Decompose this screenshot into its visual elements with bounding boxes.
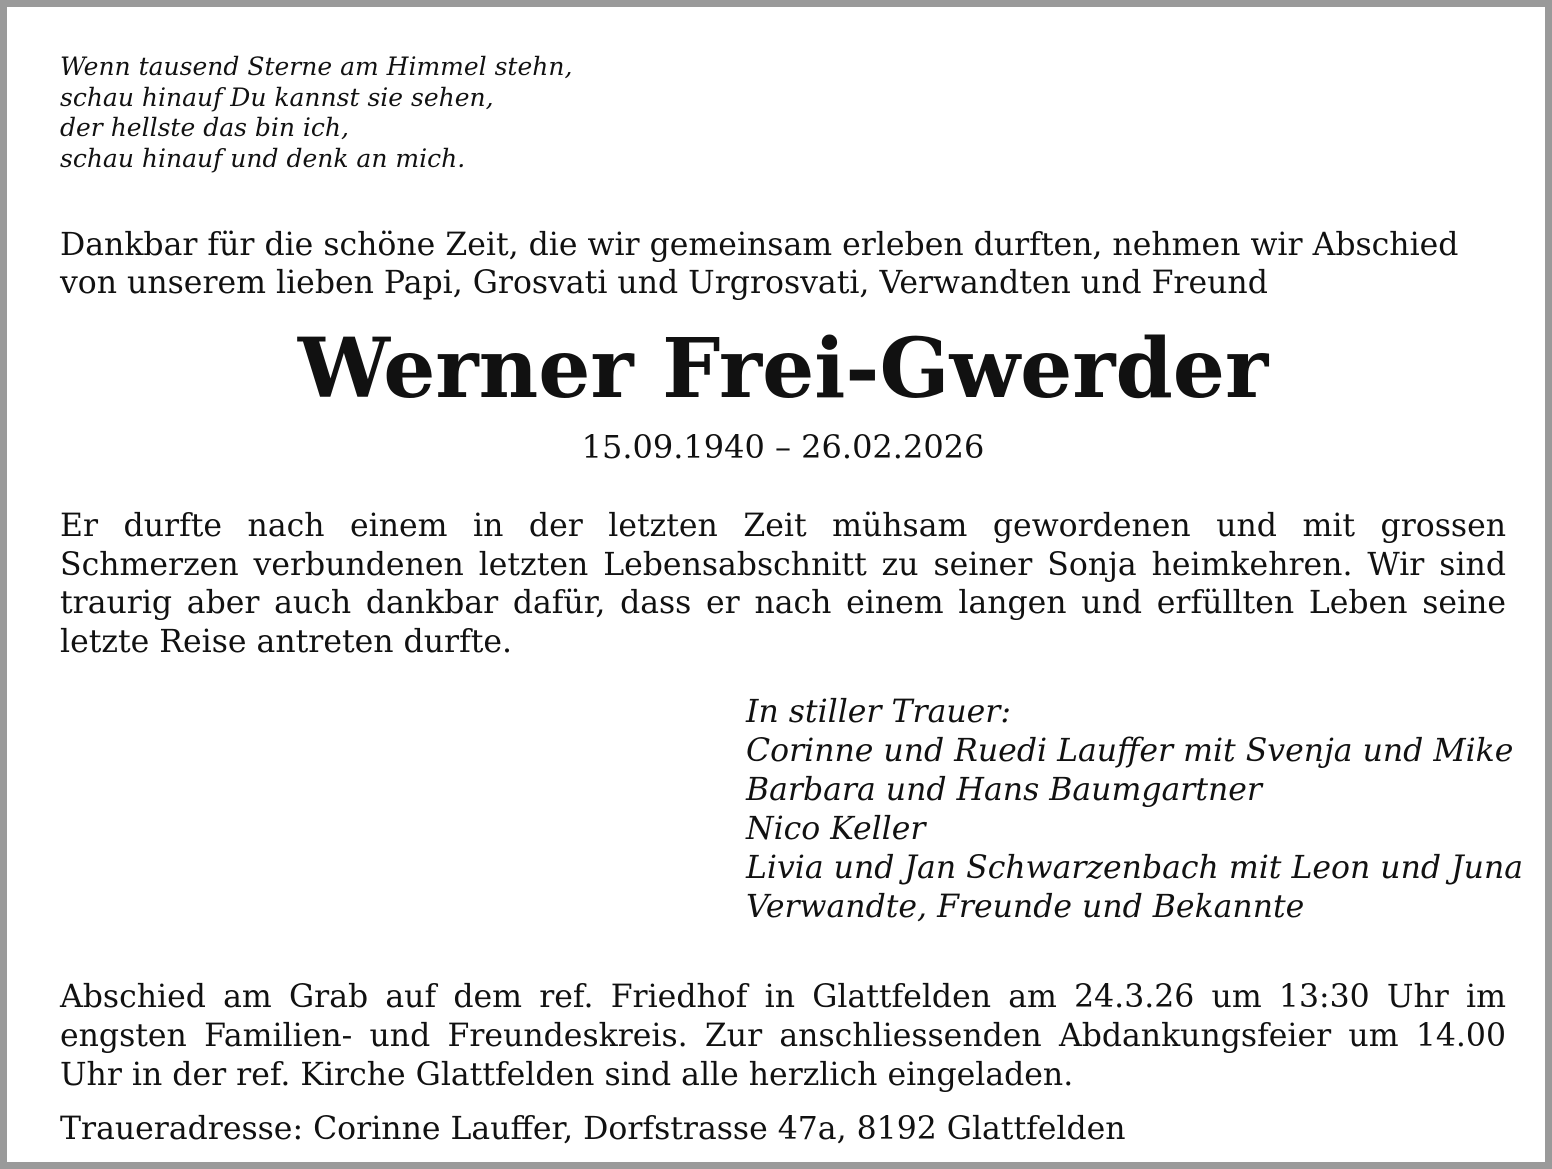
message-paragraph: Er durfte nach einem in der letzten Zeit mühsam gewordenen und mit grossen Schmerzen verbundenen letzten Lebensabschnitt zu seiner Sonja heimkehren. Wir sind traurig aber auch dankbar dafür, dass er nach einem langen und erfüllten Leben seine letzte Reise antreten durfte.: [60, 508, 1506, 660]
mourning-address: Traueradresse: Corinne Lauffer, Dorfstrasse 47a, 8192 Glattfelden: [60, 1111, 1126, 1147]
mourner-name: Barbara und Hans Baumgartner: [746, 772, 1262, 808]
obituary-content: [60, 52, 1524, 1149]
mourner-name: Livia und Jan Schwarzenbach mit Leon und Juna: [746, 850, 1524, 886]
mourner-name: Verwandte, Freunde und Bekannte: [746, 889, 1305, 925]
intro-line: von unserem lieben Papi, Grosvati und Urgrosvati, Verwandten und Freund: [60, 264, 1268, 301]
mourners-list: [746, 693, 1524, 927]
poem-line: Wenn tausend Sterne am Himmel stehn,: [60, 52, 573, 81]
intro-text: [60, 227, 1506, 302]
mourner-name: Corinne und Ruedi Lauffer mit Svenja und Mike: [746, 733, 1514, 769]
life-dates: 15.09.1940 – 26.02.2026: [581, 428, 985, 466]
mourners-heading: In stiller Trauer:: [746, 694, 1011, 730]
intro-line: Dankbar für die schöne Zeit, die wir gemeinsam erleben durften, nehmen wir Abschied: [60, 227, 1459, 263]
ceremony-paragraph: Abschied am Grab auf dem ref. Friedhof in Glattfelden am 24.3.26 um 13:30 Uhr im engsten Familien- und Freundeskreis. Zur anschliessenden Abdankungsfeier um 14.00 Uhr in der ref. Kirche Glattfelden sind alle herzlich eingeladen.: [60, 979, 1506, 1093]
poem-line: schau hinauf und denk an mich.: [60, 143, 466, 173]
poem-line: schau hinauf Du kannst sie sehen,: [60, 82, 494, 112]
deceased-name: Werner Frei-Gwerder: [297, 321, 1269, 417]
mourner-name: Nico Keller: [746, 811, 926, 847]
poem-line: der hellste das bin ich,: [60, 113, 349, 142]
poem: [60, 52, 1506, 174]
